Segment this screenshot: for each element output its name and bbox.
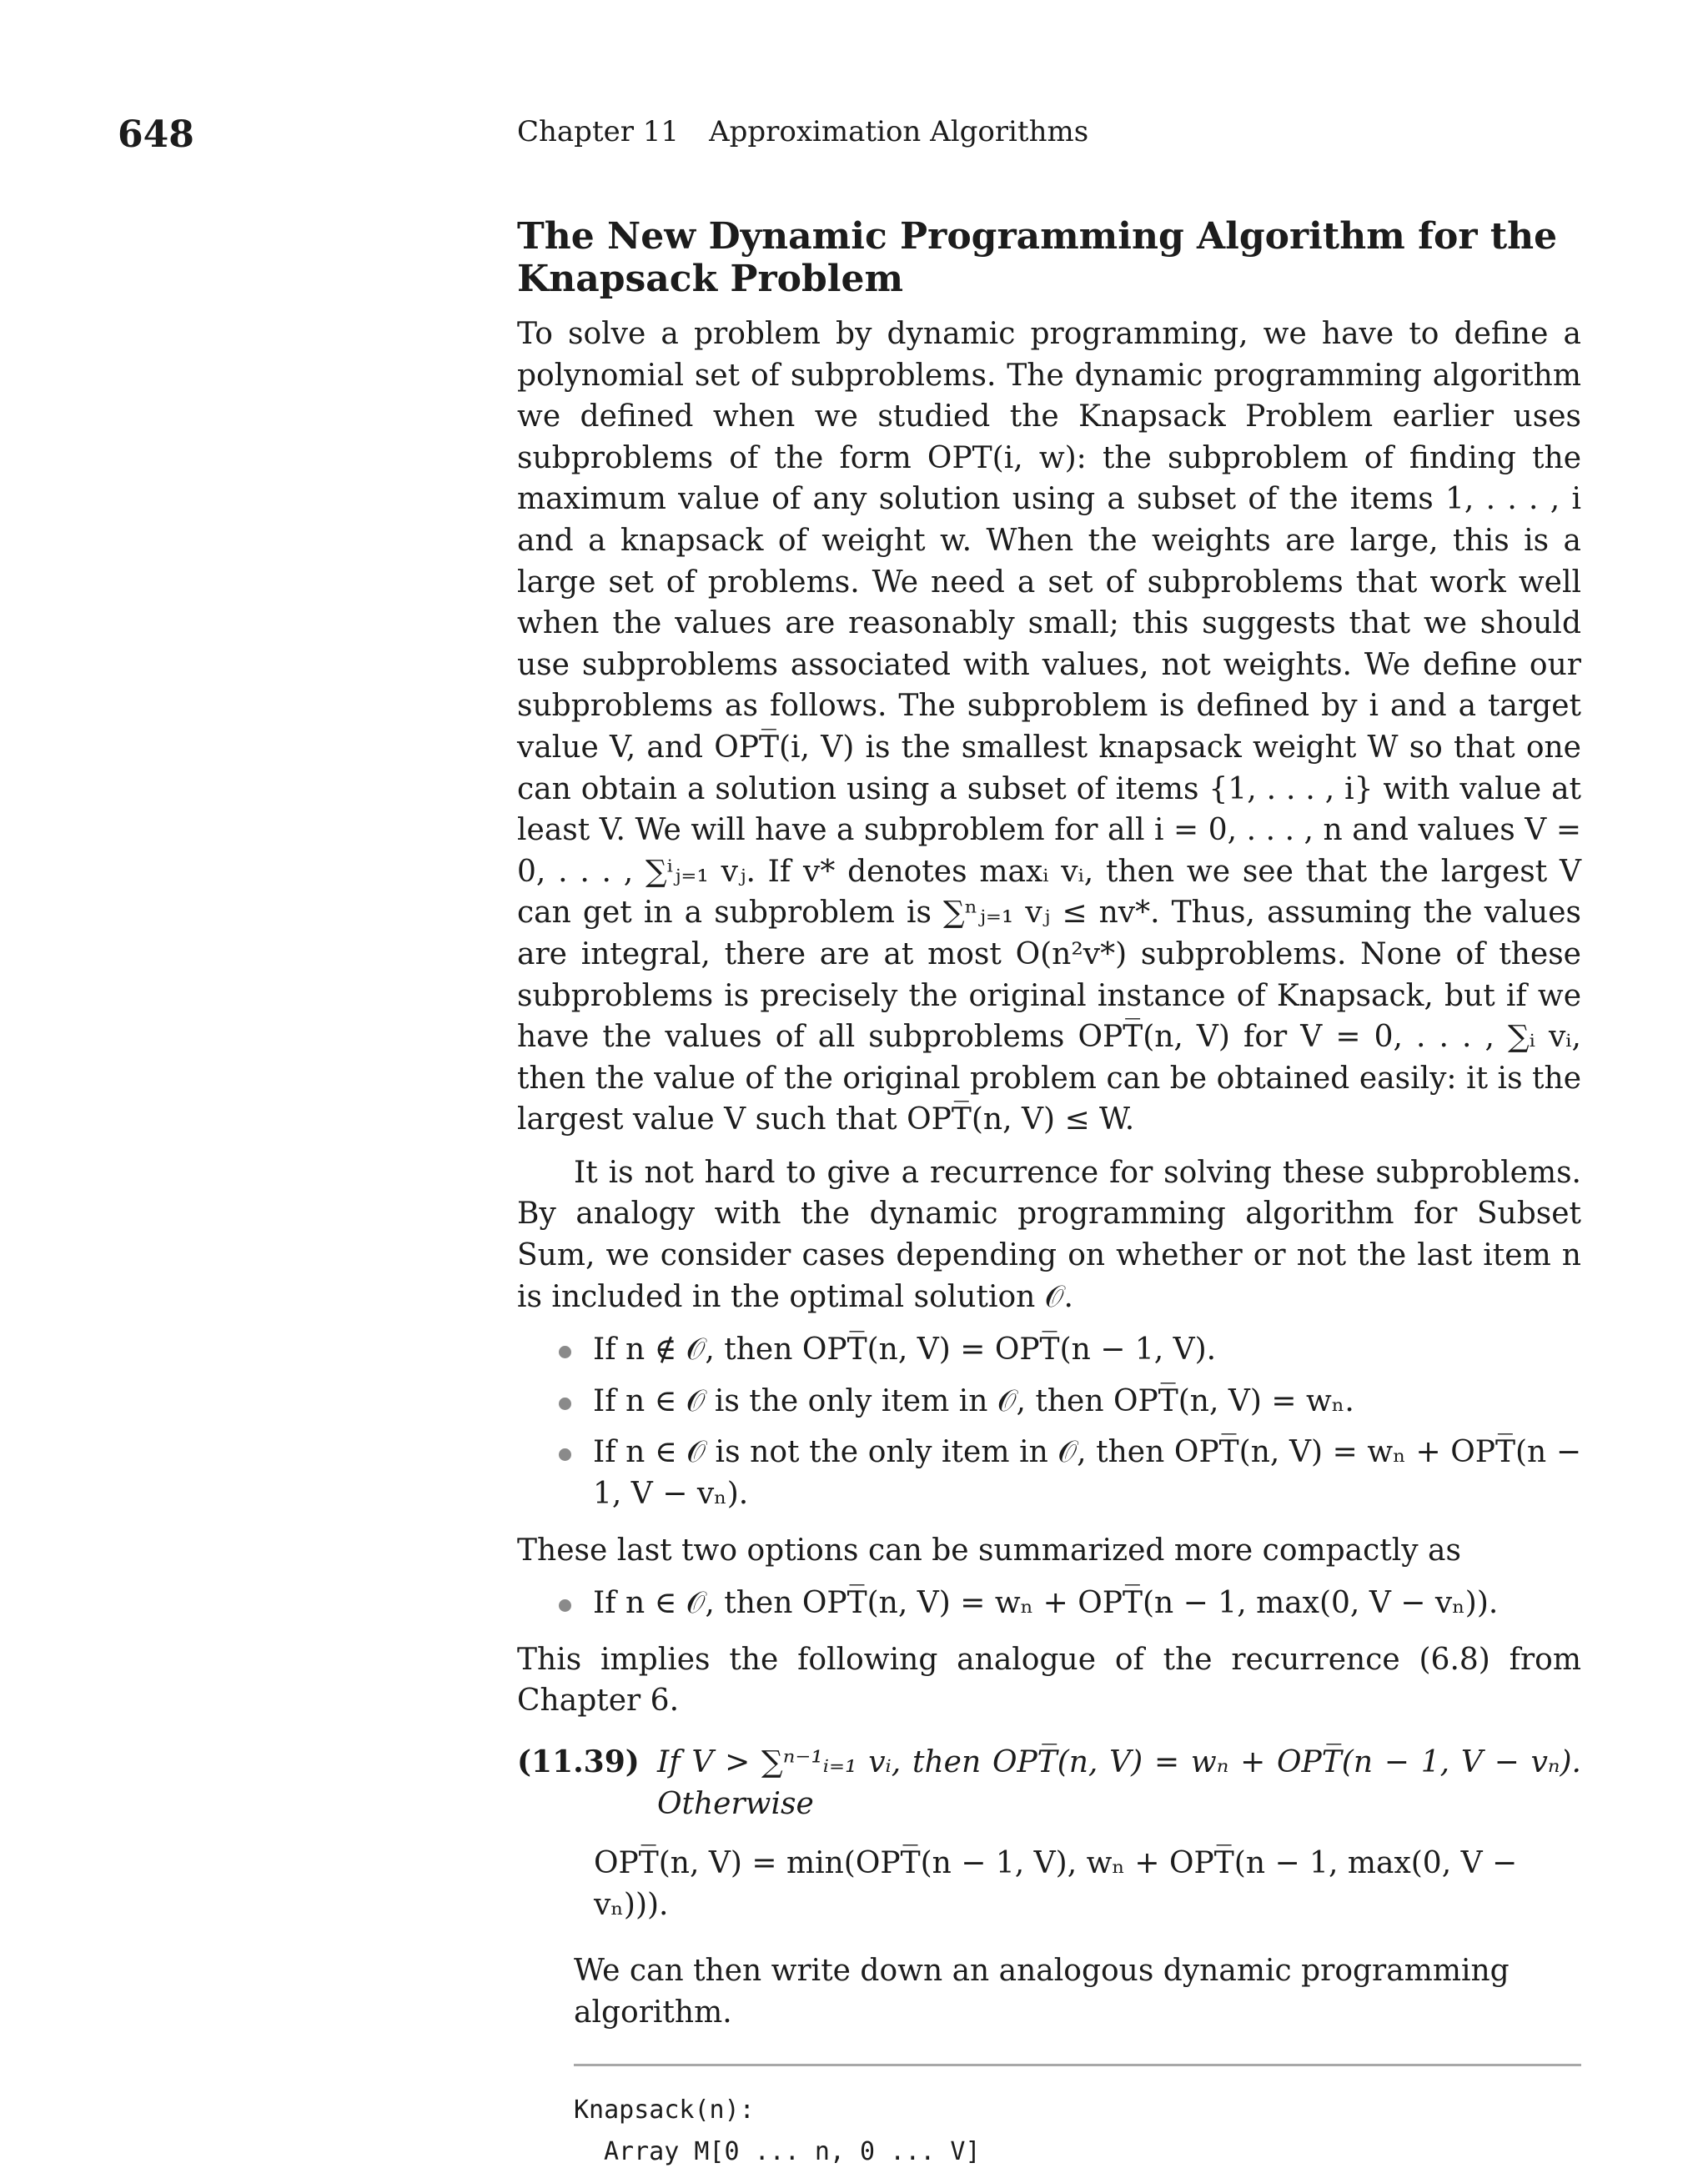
case-text: If n ∈ 𝒪 is the only item in 𝒪, then OPT̅(n, V) = wₙ. xyxy=(593,1383,1354,1418)
closing-text: We can then write down an analogous dynamic programming algorithm. xyxy=(574,1954,1510,2030)
bullet-icon xyxy=(559,1599,571,1612)
page-number: 648 xyxy=(118,113,194,156)
main-column xyxy=(517,215,1581,2173)
list-item xyxy=(517,1432,1581,1514)
cases-list xyxy=(517,1329,1581,1514)
algorithm-rule xyxy=(574,2064,1581,2066)
chapter-label: Chapter 11 xyxy=(517,115,680,148)
summary-intro: These last two options can be summarized more compactly as xyxy=(517,1533,1461,1568)
case-text: If n ∉ 𝒪, then OPT̅(n, V) = OPT̅(n − 1, V). xyxy=(593,1332,1217,1368)
claim-label: (11.39) xyxy=(517,1744,640,1779)
chapter-title: Approximation Algorithms xyxy=(709,115,1089,148)
code-line: Array M[0 ... n, 0 ... V] xyxy=(604,2136,981,2166)
bullet-icon xyxy=(559,1346,571,1358)
running-head xyxy=(517,115,1088,148)
section-title: The New Dynamic Programming Algorithm for the Knapsack Problem xyxy=(517,215,1558,300)
case-text: If n ∈ 𝒪 is not the only item in 𝒪, then OPT̅(n, V) = wₙ + OPT̅(n − 1, V − vₙ). xyxy=(593,1435,1581,1512)
claim-11-39 xyxy=(517,1742,1581,1925)
paragraph-subproblems: To solve a problem by dynamic programming, we have to define a polynomial set of subproblems. The dynamic programming algorithm we defined when we studied the Knapsack Problem earlier uses subproblems of the form OPT(i, w): the subproblem of finding the maximum value of any solution using a subset of the items 1, . . . , i and a knapsack of weight w. When the weights are large, this is a large set of problems. We need a set of subproblems that work well when the values are reasonably small; this suggests that we should use subproblems associated with values, not weights. We define our subproblems as follows. The subproblem is defined by i and a target value V, and OPT̅(i, V) is the smallest knapsack weight W so that one can obtain a solution using a subset of items {1, . . . , i} with value at least V. We will have a subproblem for all i = 0, . . . , n and values V = 0, . . . , ∑ⁱⱼ₌₁ vⱼ. If v* denotes maxᵢ vᵢ, then we see that the largest V can get in a subproblem is ∑ⁿⱼ₌₁ vⱼ ≤ nv*. Thus, assuming the values are integral, there are at most O(n²v*) subproblems. None of these subproblems is precisely the original instance of Knapsack, but if we have the values of all subproblems OPT̅(n, V) for V = 0, . . . , ∑ᵢ vᵢ, then the value of the original problem can be obtained easily: it is the largest value V such that OPT̅(n, V) ≤ W. xyxy=(517,317,1581,1137)
implies-text: This implies the following analogue of the recurrence (6.8) from Chapter 6. xyxy=(517,1642,1581,1719)
bullet-icon xyxy=(559,1448,571,1461)
list-item xyxy=(517,1381,1581,1423)
summary-list xyxy=(517,1583,1581,1624)
list-item xyxy=(517,1583,1581,1624)
code-line: Knapsack(n): xyxy=(574,2095,755,2125)
case-text: If n ∈ 𝒪, then OPT̅(n, V) = wₙ + OPT̅(n − 1, max(0, V − vₙ)). xyxy=(593,1586,1499,1621)
algorithm-code xyxy=(574,2090,1581,2173)
bullet-icon xyxy=(559,1398,571,1410)
claim-text: If V > ∑ⁿ⁻¹ᵢ₌₁ vᵢ, then OPT̅(n, V) = wₙ + OPT̅(n − 1, V − vₙ). Otherwise xyxy=(657,1745,1581,1821)
claim-continuation: OPT̅(n, V) = min(OPT̅(n − 1, V), wₙ + OPT̅(n − 1, max(0, V − vₙ))). xyxy=(594,1846,1518,1922)
paragraph-recurrence: It is not hard to give a recurrence for solving these subproblems. By analogy with the dynamic programming algorithm for Subset Sum, we consider cases depending on whether or not the last item n is included in the optimal solution 𝒪. xyxy=(517,1155,1581,1314)
list-item xyxy=(517,1329,1581,1371)
